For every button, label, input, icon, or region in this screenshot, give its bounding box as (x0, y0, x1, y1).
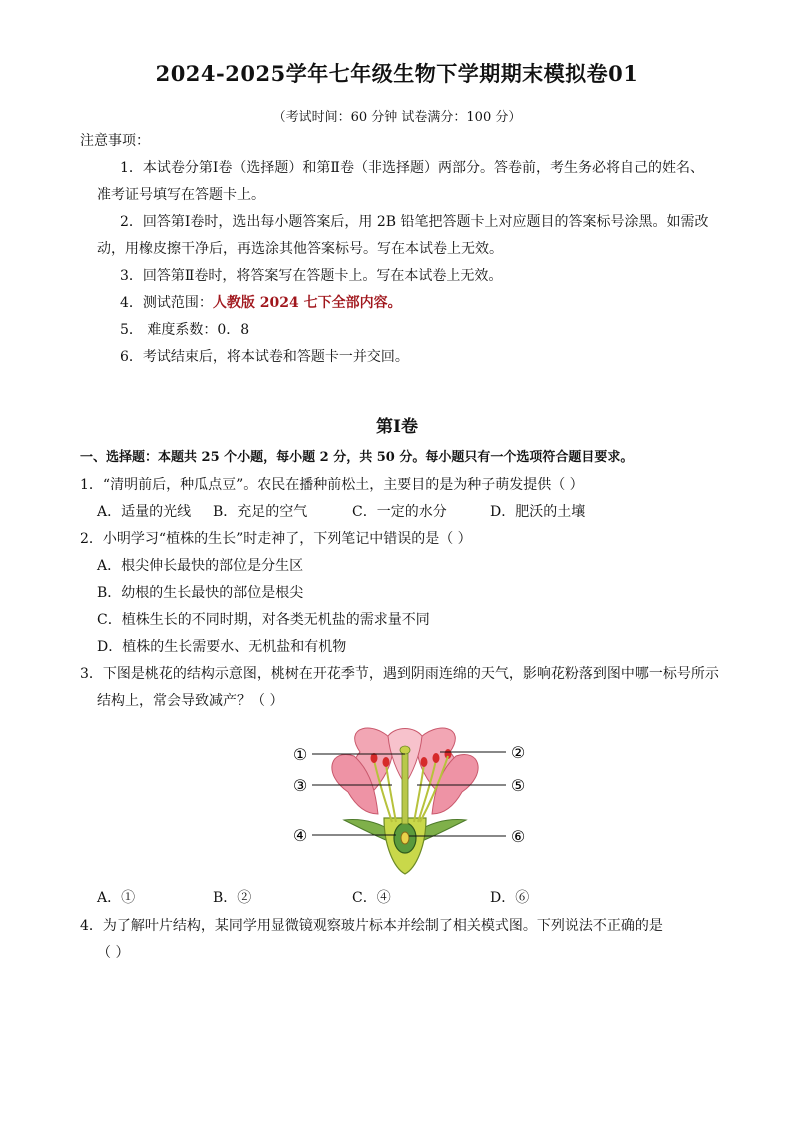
section-title: 第Ⅰ卷 (376, 417, 418, 437)
q1-option-a: A．适量的光线 (97, 504, 192, 520)
filament-left-2 (386, 764, 396, 822)
q2-stem: 2．小明学习“植株的生长”时走神了，下列笔记中错误的是（ ） (80, 531, 472, 547)
note-4-prefix: 4．测试范围： (120, 295, 213, 311)
note-2b: 动，用橡皮擦干净后，再选涂其他答案标号。写在本试卷上无效。 (97, 241, 503, 257)
q1-option-c: C．一定的水分 (352, 504, 447, 520)
q3-stem-line1: 3．下图是桃花的结构示意图，桃树在开花季节，遇到阴雨连绵的天气，影响花粉落到图中哪一标号所示 (80, 666, 719, 682)
label-2: ② (510, 743, 526, 762)
note-4-scope: 人教版 2024 七下全部内容。 (212, 295, 402, 311)
q4-stem-line1: 4．为了解叶片结构，某同学用显微镜观察玻片标本并绘制了相关模式图。下列说法不正确的是 (80, 918, 663, 934)
anther-right-1 (433, 753, 440, 763)
filament-right-2 (414, 764, 424, 822)
style (402, 752, 408, 824)
notes-heading: 注意事项： (80, 133, 150, 149)
q2-option-c: C．植株生长的不同时期，对各类无机盐的需求量不同 (97, 612, 430, 628)
q2-option-d: D．植株的生长需要水、无机盐和有机物 (97, 639, 347, 655)
q2-option-a: A．根尖伸长最快的部位是分生区 (97, 558, 304, 574)
q1-option-d: D．肥沃的土壤 (490, 504, 586, 520)
stigma (400, 746, 410, 754)
q3-option-d: D．⑥ (490, 890, 530, 906)
q4-stem-line2: （ ） (97, 945, 130, 961)
anther-right-2 (421, 757, 428, 767)
label-1: ① (292, 745, 308, 764)
q3-option-a: A．① (97, 890, 136, 906)
label-3: ③ (292, 776, 308, 795)
note-5: 5． 难度系数：0．8 (120, 322, 250, 338)
q2-option-b: B．幼根的生长最快的部位是根尖 (97, 585, 304, 601)
anther-left-2 (383, 757, 390, 767)
ovule (401, 832, 409, 844)
section-instruction: 一、选择题：本题共 25 个小题，每小题 2 分，共 50 分。每小题只有一个选项符合题目要求。 (80, 450, 634, 465)
note-6: 6．考试结束后，将本试卷和答题卡一并交回。 (120, 349, 409, 365)
exam-subtitle: （考试时间：60 分钟 试卷满分：100 分） (272, 110, 522, 125)
peach-flower-diagram (280, 722, 530, 880)
note-3: 3．回答第Ⅱ卷时，将答案写在答题卡上。写在本试卷上无效。 (120, 268, 503, 284)
exam-title: 2024-2025学年七年级生物下学期期末模拟卷01 (155, 61, 639, 86)
note-4 (120, 293, 402, 313)
label-5: ⑤ (510, 776, 526, 795)
q1-stem: 1．“清明前后，种瓜点豆”。农民在播种前松土，主要目的是为种子萌发提供（ ） (80, 477, 584, 493)
note-1a: 1．本试卷分第Ⅰ卷（选择题）和第Ⅱ卷（非选择题）两部分。答卷前，考生务必将自己的姓名、 (120, 160, 704, 176)
note-1b: 准考证号填写在答题卡上。 (97, 187, 265, 203)
label-4: ④ (292, 826, 308, 845)
note-2a: 2．回答第Ⅰ卷时，选出每小题答案后，用 2B 铅笔把答题卡上对应题目的答案标号涂黑。如需改 (120, 214, 709, 230)
q3-option-b: B．② (213, 890, 252, 906)
label-6: ⑥ (510, 827, 526, 846)
q3-option-c: C．④ (352, 890, 391, 906)
q3-stem-line2: 结构上，常会导致减产？（ ） (97, 693, 284, 709)
q1-option-b: B．充足的空气 (213, 504, 308, 520)
